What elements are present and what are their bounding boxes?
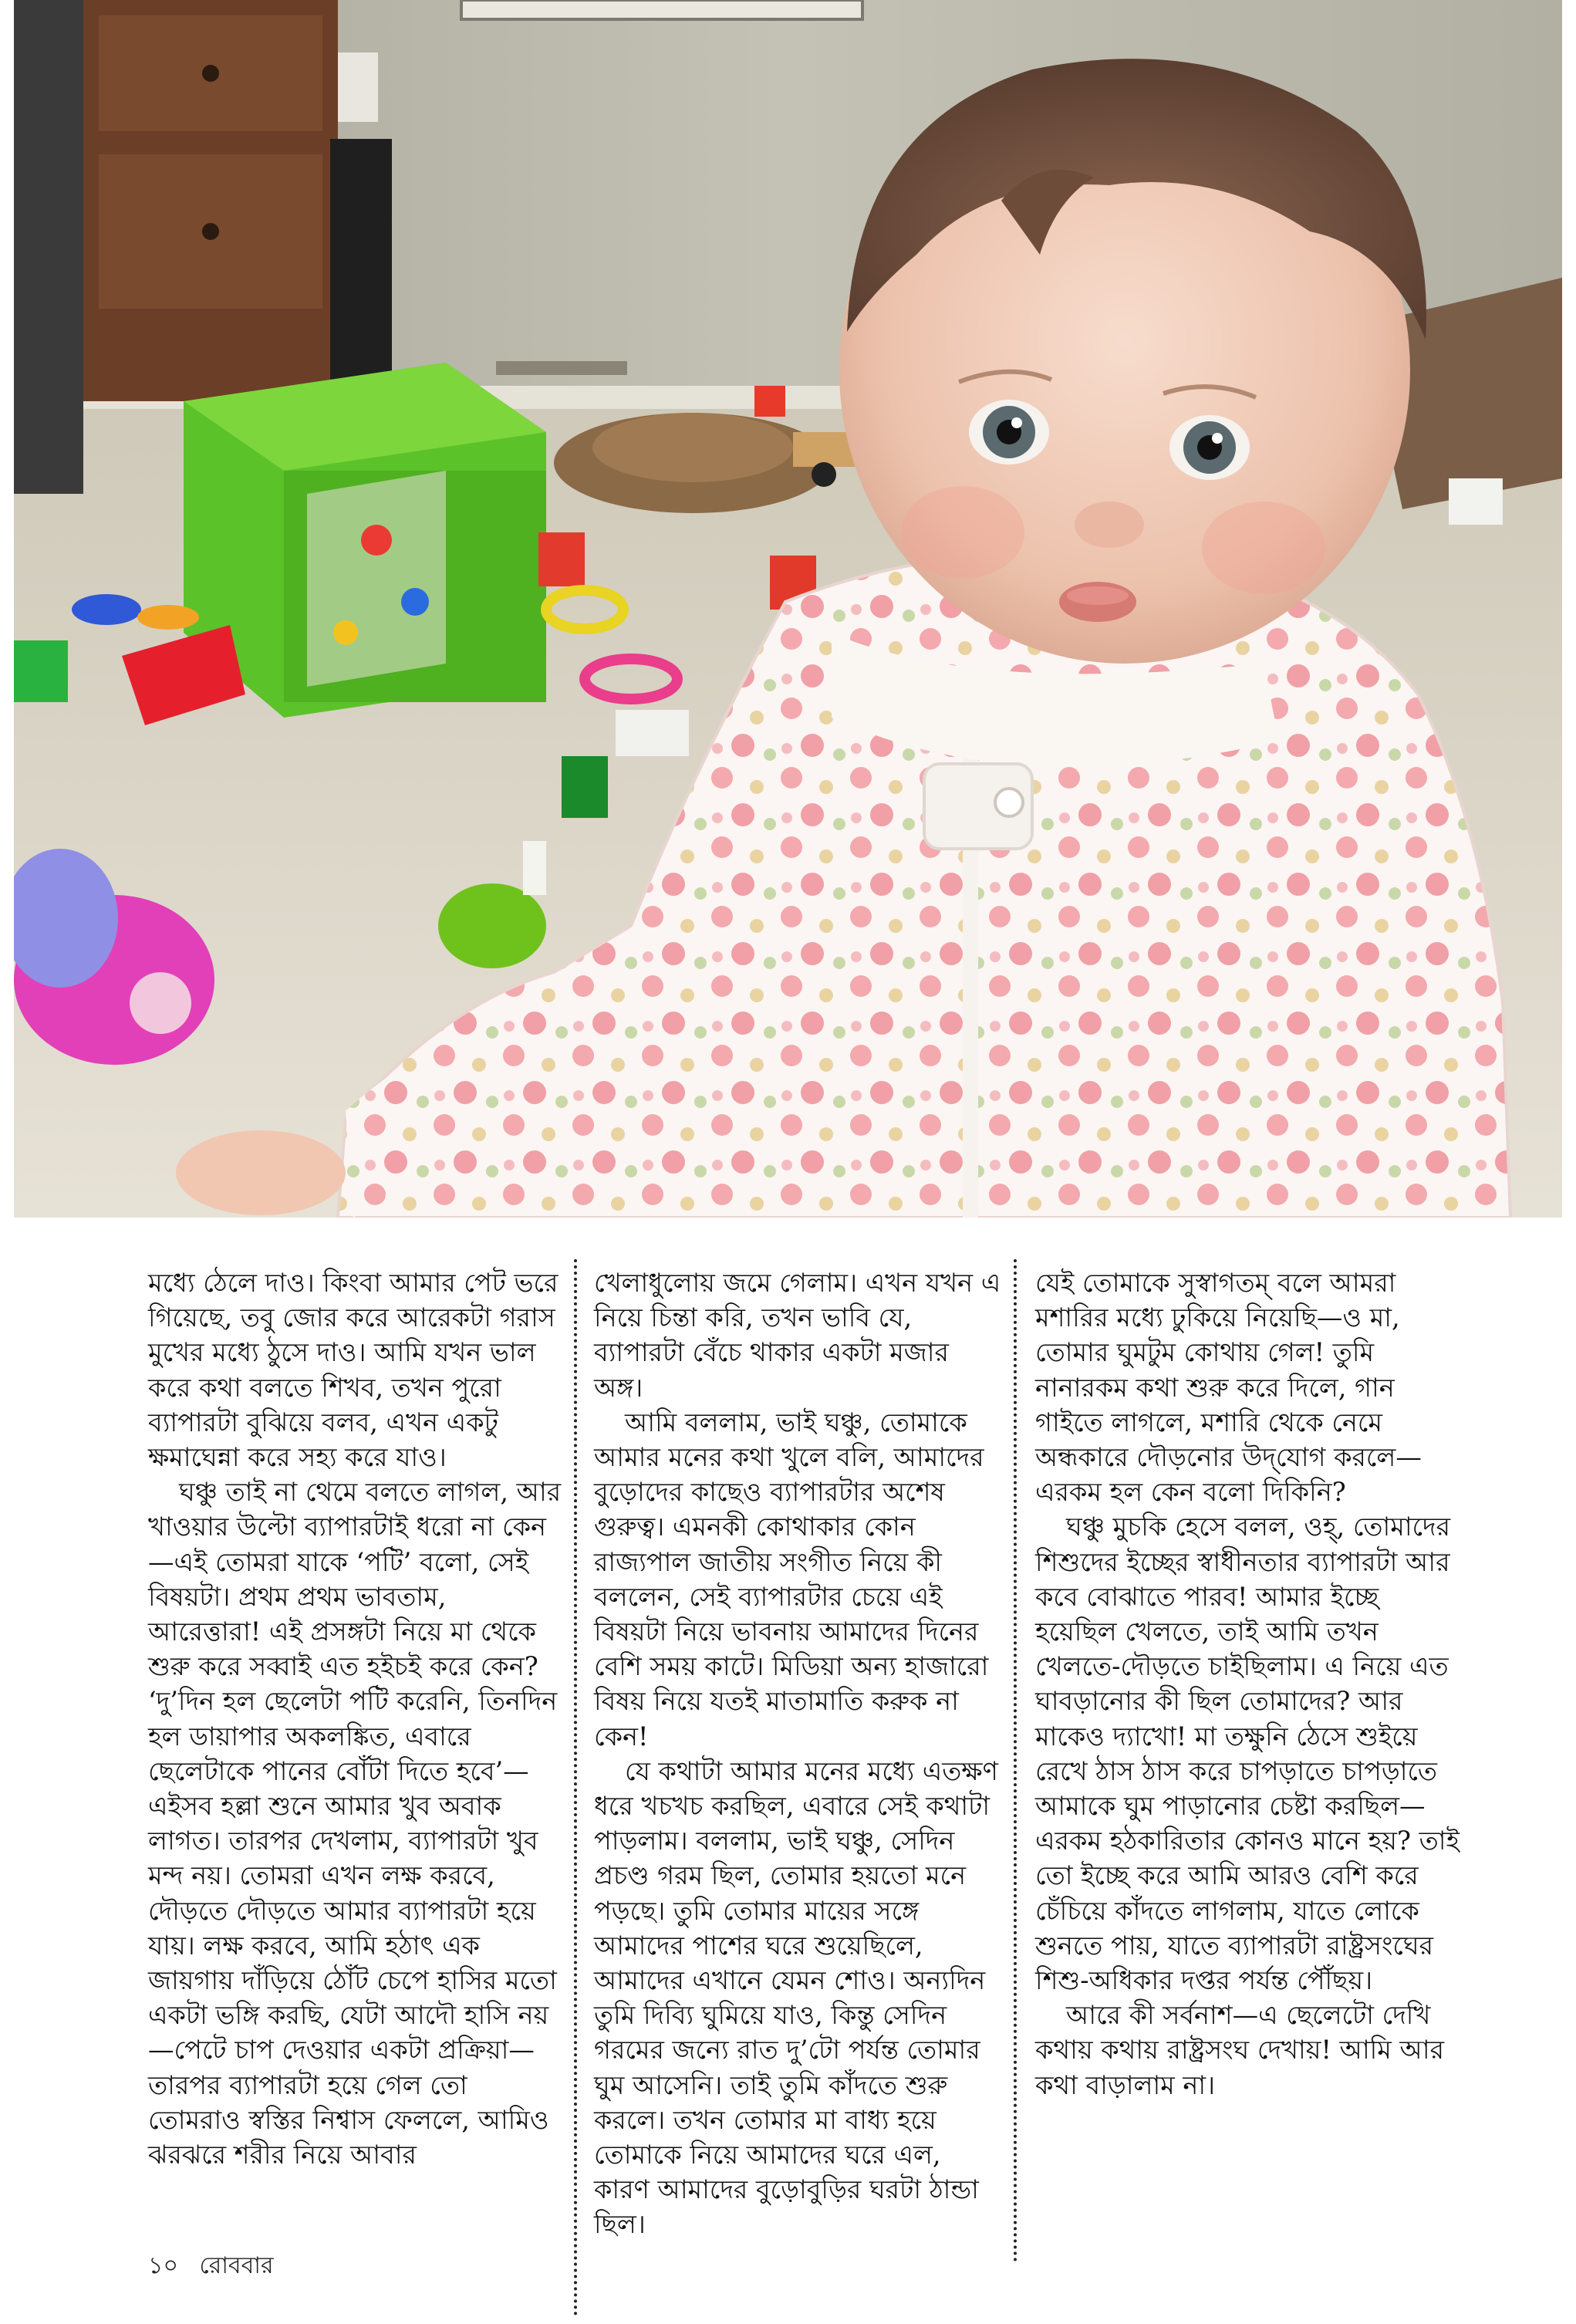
paragraph: ঘঞ্চু মুচকি হেসে বলল, ওহ্, তোমাদের শিশুদের ইচ্ছের স্বাধীনতার ব্যাপারটা আর কবে বোঝাতে পারব! আমার ইচ্ছে হয়েছিল খেলতে, তাই আমি তখন খেলতে-দৌড়তে চাইছিলাম। এ নিয়ে এত ঘাবড়ানোর কী ছিল তোমাদের? আর মাকেও দ্যাখো! মা তক্ষুনি ঠেসে শুইয়ে রেখে ঠাস ঠাস করে চাপড়াতে চাপড়াতে আমাকে ঘুম পাড়ানোর চেষ্টা করছিল—এরকম হঠকারিতার কোনও মানে হয়? তাই তো ইচ্ছে করে আমি আরও বেশি করে চেঁচিয়ে কাঁদতে লাগলাম, যাতে লোকে শুনতে পায়, যাতে ব্যাপারটা রাষ্ট্রসংঘের শিশু-অধিকার দপ্তর পর্যন্ত পৌঁছয়। <box>1035 1512 1460 1996</box>
article-column-3 <box>1035 1265 1467 2103</box>
column-divider <box>1014 1259 1017 2262</box>
paragraph: ঘঞ্চু তাই না থেমে বলতে লাগল, আর খাওয়ার উল্টো ব্যাপারটাই ধরো না কেন—এই তোমরা যাকে ‘পটি’ বলো, সেই বিষয়টা। প্রথম প্রথম ভাবতাম, আরেত্তারা! এই প্রসঙ্গটা নিয়ে মা থেকে শুরু করে সব্বাই এত হইচই করে কেন? ‘দু’দিন হল ছেলেটা পটি করেনি, তিনদিন হল ডায়াপার অকলঙ্কিত, এবারে ছেলেটাকে পানের বোঁটা দিতে হবে’—এইসব হল্লা শুনে আমার খুব অবাক লাগত। তারপর দেখলাম, ব্যাপারটা খুব মন্দ নয়। তোমরা এখন লক্ষ করবে, দৌড়তে দৌড়তে আমার ব্যাপারটা হয়ে যায়। লক্ষ করবে, আমি হঠাৎ এক জায়গায় দাঁড়িয়ে ঠোঁট চেপে হাসির মতো একটা ভঙ্গি করছি, যেটা আদৌ হাসি নয়—পেটে চাপ দেওয়ার একটা প্রক্রিয়া—তারপর ব্যাপারটা হয়ে গেল তো তোমরাও স্বস্তির নিশ্বাস ফেললে, আমিও ঝরঝরে শরীর নিয়ে আবার <box>148 1477 562 2170</box>
column-divider <box>574 1259 577 2316</box>
baby-photo <box>14 0 1562 1218</box>
paragraph: আরে কী সর্বনাশ—এ ছেলেটো দেখি কথায় কথায় রাষ্ট্রসংঘ দেখায়! আমি আর কথা বাড়ালাম না। <box>1035 2000 1444 2100</box>
baby-photo-icon <box>14 0 1562 1218</box>
paragraph: যেই তোমাকে সুস্বাগতম্ বলে আমরা মশারির মধ্যে ঢুকিয়ে নিয়েছি—ও মা, তোমার ঘুমটুম কোথায় গেল! তুমি নানারকম কথা শুরু করে দিলে, গান গাইতে লাগলে, মশারি থেকে নেমে অন্ধকারে দৌড়নোর উদ্‌যোগ করলে—এরকম হল কেন বলো দিকিনি? <box>1035 1268 1422 1508</box>
publication-name: রোববার <box>199 2252 274 2279</box>
paragraph: যে কথাটা আমার মনের মধ্যে এতক্ষণ ধরে খচখচ করছিল, এবারে সেই কথাটা পাড়লাম। বললাম, ভাই ঘঞ্চু, সেদিন প্রচণ্ড গরম ছিল, তোমার হয়তো মনে পড়ছে। তুমি তোমার মায়ের সঙ্গে আমাদের পাশের ঘরে শুয়েছিলে, আমাদের এখানে যেমন শোও। অন্যদিন তুমি দিব্যি ঘুমিয়ে যাও, কিন্তু সেদিন গরমের জন্যে রাত দু’টো পর্যন্ত তোমার ঘুম আসেনি। তাই তুমি কাঁদতে শুরু করলে। তখন তোমার মা বাধ্য হয়ে তোমাকে নিয়ে আমাদের ঘরে এল, কারণ আমাদের বুড়োবুড়ির ঘরটা ঠান্ডা ছিল। <box>594 1755 998 2240</box>
page-number: ১০ <box>148 2252 178 2279</box>
article-column-1 <box>148 1265 563 2172</box>
paragraph: আমি বললাম, ভাই ঘঞ্চু, তোমাকে আমার মনের কথা খুলে বলি, আমাদের বুড়োদের কাছেও ব্যাপারটার অশেষ গুরুত্ব। এমনকী কোথাকার কোন রাজ্যপাল জাতীয় সংগীত নিয়ে কী বললেন, সেই ব্যাপারটার চেয়ে এই বিষয়টা নিয়ে ভাবনায় আমাদের দিনের বেশি সময় কাটে। মিডিয়া অন্য হাজারো বিষয় নিয়ে যতই মাতামাতি করুক না কেন! <box>594 1407 989 1751</box>
paragraph: মধ্যে ঠেলে দাও। কিংবা আমার পেট ভরে গিয়েছে, তবু জোর করে আরেকটা গরাস মুখের মধ্যে ঠুসে দাও। আমি যখন ভাল করে কথা বলতে শিখব, তখন পুরো ব্যাপারটা বুঝিয়ে বলব, এখন একটু ক্ষমাঘেন্না করে সহ্য করে যাও। <box>148 1268 559 1473</box>
article-column-2 <box>594 1265 1003 2242</box>
page-footer <box>148 2247 288 2286</box>
paragraph: খেলাধুলোয় জমে গেলাম। এখন যখন এ নিয়ে চিন্তা করি, তখন ভাবি যে, ব্যাপারটা বেঁচে থাকার একটা মজার অঙ্গ। <box>594 1268 1001 1403</box>
